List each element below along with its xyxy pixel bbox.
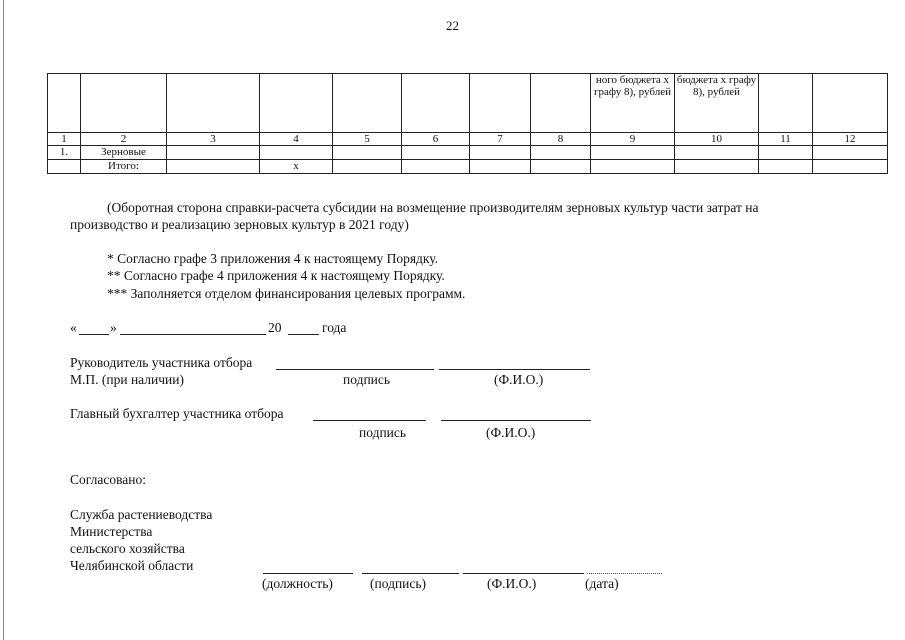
date-year-prefix: 20 [268,320,282,335]
position-caption: (должность) [262,576,333,591]
date-month-field[interactable] [120,334,266,335]
agreed-label: Согласовано: [70,472,146,487]
page-edge-line [3,0,4,640]
final-signature-caption: (подпись) [370,576,427,591]
row-number [48,160,81,174]
col-number: 2 [81,133,167,146]
row-number: 1. [48,146,81,160]
final-date-field[interactable] [587,573,662,574]
col-number: 1 [48,133,81,146]
final-fio-field[interactable] [463,573,584,574]
row-name: Итого: [81,160,167,174]
col-number: 6 [402,133,470,146]
date-open-quote: « [70,320,77,335]
note-2: ** Согласно графе 4 приложения 4 к настоящему Порядку. [107,268,445,283]
final-fio-caption: (Ф.И.О.) [487,576,537,591]
accountant-label: Главный бухгалтер участника отбора [70,406,284,421]
head-signature-field[interactable] [276,369,434,370]
col-number: 5 [333,133,402,146]
head-signature-caption: подпись [343,372,391,387]
col-number: 7 [470,133,531,146]
mp-label: М.П. (при наличии) [70,372,184,387]
col-number: 10 [675,133,759,146]
page-number: 22 [446,18,459,33]
row-col4 [260,146,333,160]
table-row [48,146,888,160]
col-number: 8 [531,133,591,146]
head-fio-field[interactable] [439,369,590,370]
table-header-row [48,74,888,133]
col-number: 9 [591,133,675,146]
row-name: Зерновые [81,146,167,160]
position-field[interactable] [263,573,353,574]
row-col4: x [260,160,333,174]
org-line-1: Служба растениеводства [70,507,213,522]
org-line-2: Министерства [70,524,153,539]
col-number: 11 [759,133,813,146]
header-col9: ного бюджета х графу 8), рублей [591,74,675,133]
accountant-fio-caption: (Ф.И.О.) [486,425,536,440]
accountant-signature-field[interactable] [313,420,426,421]
note-3: *** Заполняется отделом финансирования целевых программ. [107,286,466,301]
date-day-field[interactable] [79,334,109,335]
caption-line2: производство и реализацию зерновых культур в 2021 году) [70,217,409,232]
org-line-4: Челябинской области [70,558,194,573]
note-1: * Согласно графе 3 приложения 4 к настоящему Порядку. [107,251,439,266]
date-year-field[interactable] [288,334,319,335]
table-total-row [48,160,888,174]
col-number: 3 [167,133,260,146]
col-number: 12 [813,133,888,146]
col-number: 4 [260,133,333,146]
calculation-table [47,73,888,174]
caption-line1: (Оборотная сторона справки-расчета субсидии на возмещение производителям зерновых культур части затрат на [107,200,759,215]
column-number-row [48,133,888,146]
date-year-suffix: года [322,320,347,335]
head-fio-caption: (Ф.И.О.) [494,372,544,387]
date-close-quote: » [110,320,117,335]
head-label: Руководитель участника отбора [70,355,253,370]
final-signature-field[interactable] [362,573,459,574]
header-col10: бюджета х графу 8), рублей [675,74,759,133]
final-date-caption: (дата) [585,576,619,591]
accountant-fio-field[interactable] [441,420,591,421]
accountant-signature-caption: подпись [359,425,407,440]
org-line-3: сельского хозяйства [70,541,185,556]
